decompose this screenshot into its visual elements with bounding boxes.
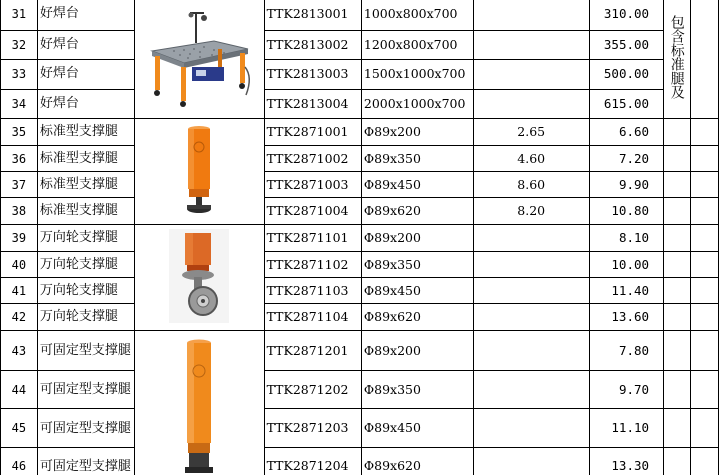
product-name: 万向轮支撑腿	[37, 304, 134, 331]
product-code: TTK2871004	[264, 198, 361, 225]
product-spec: Φ89x620	[361, 447, 473, 475]
product-code: TTK2871102	[264, 252, 361, 278]
row-number: 43	[1, 331, 38, 371]
product-price: 615.00	[589, 89, 663, 118]
extra-cell	[690, 409, 718, 447]
product-price: 500.00	[589, 60, 663, 89]
product-name: 可固定型支撑腿	[37, 371, 134, 409]
product-name: 标准型支撑腿	[37, 146, 134, 172]
extra-cell	[690, 447, 718, 475]
row-number: 37	[1, 172, 38, 198]
product-price: 9.70	[589, 371, 663, 409]
product-code: TTK2871002	[264, 146, 361, 172]
table-row[interactable]	[1, 447, 719, 475]
table-row[interactable]	[1, 371, 719, 409]
product-name: 好焊台	[37, 0, 134, 30]
table-body	[1, 0, 719, 475]
standard-leg-image-cell	[134, 119, 264, 225]
standard-leg-image	[179, 121, 219, 219]
product-price: 7.80	[589, 331, 663, 371]
product-name: 好焊台	[37, 89, 134, 118]
table-row[interactable]	[1, 172, 719, 198]
caster-leg-image-cell	[134, 225, 264, 331]
product-code: TTK2813003	[264, 60, 361, 89]
table-row[interactable]	[1, 119, 719, 146]
extra-cell	[690, 331, 718, 371]
row-number: 46	[1, 447, 38, 475]
product-weight: 2.65	[473, 119, 589, 146]
note-cell-empty	[664, 304, 690, 331]
note-cell-empty	[664, 119, 690, 146]
row-number: 38	[1, 198, 38, 225]
table-row[interactable]	[1, 225, 719, 252]
product-price: 13.30	[589, 447, 663, 475]
product-weight	[473, 225, 589, 252]
product-code: TTK2871001	[264, 119, 361, 146]
note-cell-empty	[664, 278, 690, 304]
row-number: 33	[1, 60, 38, 89]
product-weight	[473, 30, 589, 59]
extra-cell	[690, 146, 718, 172]
note-cell-empty	[664, 447, 690, 475]
extra-cell	[690, 172, 718, 198]
product-weight: 8.20	[473, 198, 589, 225]
product-spec: Φ89x620	[361, 198, 473, 225]
product-price: 6.60	[589, 119, 663, 146]
product-code: TTK2813004	[264, 89, 361, 118]
fixed-leg-image	[179, 331, 219, 475]
product-spec: Φ89x200	[361, 119, 473, 146]
product-code: TTK2813001	[264, 0, 361, 30]
product-code: TTK2871203	[264, 409, 361, 447]
note-cell-empty	[664, 225, 690, 252]
product-name: 好焊台	[37, 30, 134, 59]
extra-cell	[690, 198, 718, 225]
product-spec: 1500x1000x700	[361, 60, 473, 89]
welding-table-image	[144, 7, 254, 107]
product-weight	[473, 0, 589, 30]
note-cell-empty	[664, 198, 690, 225]
product-code: TTK2871202	[264, 371, 361, 409]
table-row[interactable]	[1, 409, 719, 447]
product-weight	[473, 371, 589, 409]
table-row[interactable]	[1, 278, 719, 304]
row-number: 41	[1, 278, 38, 304]
row-number: 36	[1, 146, 38, 172]
row-number: 42	[1, 304, 38, 331]
product-spec: Φ89x350	[361, 371, 473, 409]
table-row[interactable]	[1, 0, 719, 30]
product-weight	[473, 409, 589, 447]
fixed-leg-image-cell	[134, 331, 264, 475]
table-row[interactable]	[1, 252, 719, 278]
caster-leg-image	[169, 229, 229, 323]
product-price: 8.10	[589, 225, 663, 252]
product-spec: Φ89x350	[361, 252, 473, 278]
table-row[interactable]	[1, 304, 719, 331]
product-price: 310.00	[589, 0, 663, 30]
product-name: 万向轮支撑腿	[37, 252, 134, 278]
table-row[interactable]	[1, 146, 719, 172]
extra-cell	[690, 225, 718, 252]
row-number: 40	[1, 252, 38, 278]
product-spec: 1000x800x700	[361, 0, 473, 30]
product-name: 标准型支撑腿	[37, 198, 134, 225]
row-number: 31	[1, 0, 38, 30]
product-name: 标准型支撑腿	[37, 172, 134, 198]
product-name: 万向轮支撑腿	[37, 278, 134, 304]
note-cell-empty	[664, 172, 690, 198]
product-price: 355.00	[589, 30, 663, 59]
product-spec: Φ89x450	[361, 172, 473, 198]
welding-table-image-cell	[134, 0, 264, 119]
product-weight	[473, 60, 589, 89]
note-cell-empty	[664, 331, 690, 371]
product-code: TTK2871103	[264, 278, 361, 304]
product-price: 9.90	[589, 172, 663, 198]
product-price: 10.80	[589, 198, 663, 225]
row-number: 32	[1, 30, 38, 59]
extra-cell	[690, 119, 718, 146]
product-price: 10.00	[589, 252, 663, 278]
product-weight	[473, 331, 589, 371]
note-cell-empty	[664, 252, 690, 278]
product-weight	[473, 278, 589, 304]
product-name: 标准型支撑腿	[37, 119, 134, 146]
product-price: 7.20	[589, 146, 663, 172]
table-row[interactable]	[1, 89, 719, 118]
product-spec: Φ89x350	[361, 146, 473, 172]
product-name: 万向轮支撑腿	[37, 225, 134, 252]
note-cell-empty	[664, 146, 690, 172]
product-weight	[473, 252, 589, 278]
product-code: TTK2871104	[264, 304, 361, 331]
product-name: 可固定型支撑腿	[37, 447, 134, 475]
product-code: TTK2871204	[264, 447, 361, 475]
product-spec: Φ89x450	[361, 409, 473, 447]
product-code: TTK2871101	[264, 225, 361, 252]
note-cell-empty	[664, 409, 690, 447]
row-number: 45	[1, 409, 38, 447]
product-code: TTK2871201	[264, 331, 361, 371]
row-number: 39	[1, 225, 38, 252]
product-name: 可固定型支撑腿	[37, 409, 134, 447]
extra-cell	[690, 0, 718, 119]
product-price: 11.10	[589, 409, 663, 447]
product-weight	[473, 304, 589, 331]
product-spec: Φ89x200	[361, 225, 473, 252]
product-spec: 1200x800x700	[361, 30, 473, 59]
product-name: 可固定型支撑腿	[37, 331, 134, 371]
extra-cell	[690, 252, 718, 278]
product-spec: Φ89x200	[361, 331, 473, 371]
extra-cell	[690, 371, 718, 409]
product-weight: 4.60	[473, 146, 589, 172]
note-cell	[664, 0, 690, 119]
row-number: 44	[1, 371, 38, 409]
product-weight	[473, 89, 589, 118]
product-code: TTK2813002	[264, 30, 361, 59]
table-row[interactable]	[1, 331, 719, 371]
product-price: 11.40	[589, 278, 663, 304]
product-weight: 8.60	[473, 172, 589, 198]
note-text: 包含标准腿及	[668, 15, 685, 99]
product-spec: Φ89x450	[361, 278, 473, 304]
row-number: 34	[1, 89, 38, 118]
note-cell-empty	[664, 371, 690, 409]
extra-cell	[690, 304, 718, 331]
product-weight	[473, 447, 589, 475]
product-spec: 2000x1000x700	[361, 89, 473, 118]
product-spec: Φ89x620	[361, 304, 473, 331]
product-price: 13.60	[589, 304, 663, 331]
extra-cell	[690, 278, 718, 304]
row-number: 35	[1, 119, 38, 146]
product-name: 好焊台	[37, 60, 134, 89]
product-code: TTK2871003	[264, 172, 361, 198]
table-row[interactable]	[1, 198, 719, 225]
table-row[interactable]	[1, 60, 719, 89]
table-row[interactable]	[1, 30, 719, 59]
